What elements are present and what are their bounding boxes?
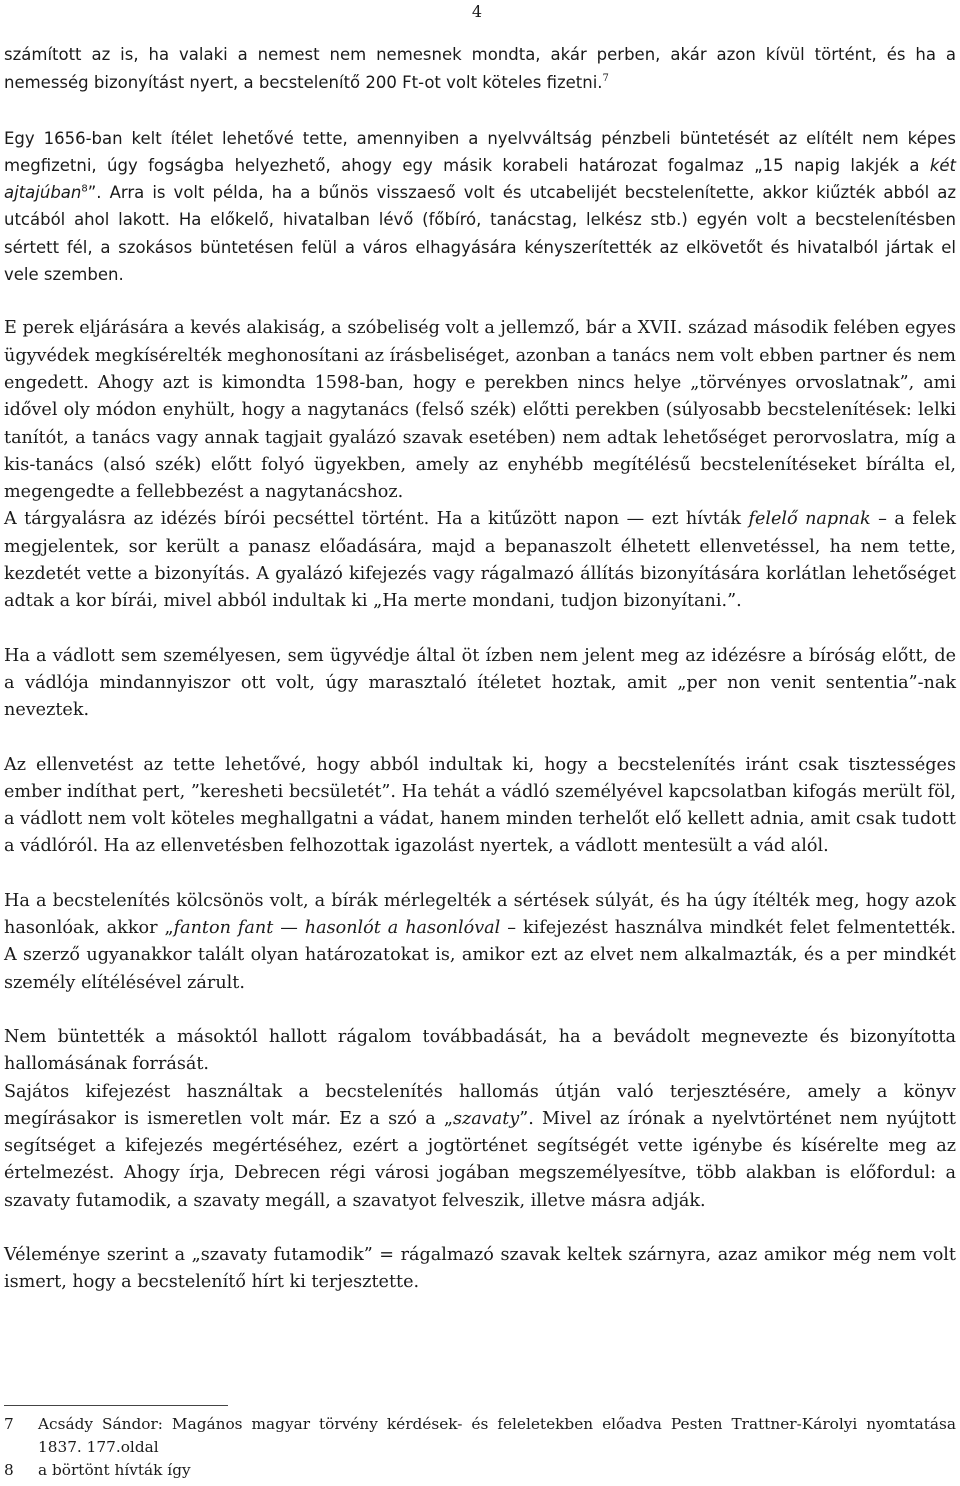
footnote-number: 7 (4, 1415, 14, 1433)
footnote-ref-8: 8 (81, 183, 88, 195)
footnote-7 (4, 1413, 956, 1459)
footnote-separator (4, 1405, 228, 1406)
page-number: 4 (471, 2, 482, 21)
paragraph-1: számított az is, ha valaki a nemest nem nemesnek mondta, akár perben, akár azon kívül történt, és ha a nemesség bizonyítást nyert, a becstelenítő 200 Ft-ot volt köteles fizetni.$^7$ (4, 45, 956, 93)
footnote-8 (4, 1459, 956, 1482)
footnote-number: 8 (4, 1461, 14, 1479)
paragraph-8: Nem büntették a másoktól hallott rágalom továbbadását, ha a bevádolt megnevezte és bizonyította hallomásának forrását. (4, 1026, 956, 1075)
paragraph-6: Az ellenvetést az tette lehetővé, hogy abból indultak ki, hogy a becstelenítés iránt csak tisztességes ember indíthat pert, ”keresheti becsületét”. Ha tehát a vádló személyével kapcsolatban kifogás merült föl, a vádlott nem volt köteles meghallgatni a vádat, hanem minden terhelőt elő kellett adnia, amit csak tudott a vádlóról. Ha az ellenvetésben felhozottak igazolást nyertek, a vádlott mentesült a vád alól. (4, 754, 956, 857)
paragraph-3: E perek eljárására a kevés alakiság, a szóbeliség volt a jellemző, bár a XVII. század második felében egyes ügyvédek megkísérelték meghonosítani az írásbeliséget, azonban a tanács nem volt ebben partner és nem engedett. Ahogy azt is kimondta 1598-ban, hogy e perekben nincs helye „törvényes orvoslatnak”, ami idővel oly módon enyhült, hogy a nagytanács (felső szék) előtti perekben (súlyosabb becstelenítések: lelki tanítót, a tanács vagy annak tagjait gyalázó szavak esetében) nem adtak lehetőséget perorvoslatra, míg a kis-tanács (alsó szék) előtt folyó ügyekben, amely az enyhébb megítélésű becstelenítéseket bírálta el, megengedte a fellebbezést a nagytanácshoz. (4, 318, 956, 503)
paragraph-9: Sajátos kifejezést használtak a becstelenítés hallomás útján való terjesztésére, amely a könyv megírásakor is ismeretlen volt már. Ez a szó a „szavaty”. Mivel az írónak a nyelvtörténet nem nyújtott segítséget a kifejezés megértéséhez, ezért a jogtörténet segítségét vette igénybe és kísérelte meg az értelmezést. Ahogy írja, Debrecen régi városi jogában megszemélyesítve, több alakban is előfordul: a szavaty futamodik, a szavaty megáll, a szavatyot felveszik, illetve másra adják. (4, 1081, 956, 1211)
footnote-ref-7: 7 (602, 73, 609, 85)
paragraph-4: A tárgyalásra az idézés bírói pecséttel történt. Ha a kitűzött napon — ezt hívták felelő napnak – a felek megjelentek, sor került a panasz előadására, majd a bepanaszolt élhetett ellenvetéssel, ha nem tette, kezdetét vette a bizonyítás. A gyalázó kifejezés vagy rágalmazó állítás bizonyítására korlátlan lehetőséget adtak a kor bírái, mivel abból indultak ki „Ha merte mondani, tudjon bizonyítani.”. (4, 509, 956, 612)
paragraph-5: Ha a vádlott sem személyesen, sem ügyvédje által öt ízben nem jelent meg az idézésre a bíróság előtt, de a vádlója mindannyiszor ott volt, úgy marasztaló ítéletet hoztak, amit „per non venit sententia”-nak neveztek. (4, 645, 956, 721)
footnotes (4, 1413, 956, 1482)
footnote-text: a börtönt hívták így (38, 1461, 191, 1479)
footnote-text: Acsády Sándor: Magános magyar törvény kérdések- és feleletekben előadva Pesten Trattner-Károlyi nyomtatása 1837. 177.oldal (38, 1415, 956, 1456)
paragraph-7: Ha a becstelenítés kölcsönös volt, a bírák mérlegelték a sértések súlyát, és ha úgy ítélték meg, hogy azok hasonlóak, akkor „fanton fant — hasonlót a hasonlóval – kifejezést használva mindkét felet felmentették. A szerző ugyanakkor talált olyan határozatokat is, amikor ezt az elvet nem alkalmazták, és a per mindkét személy elítélésével zárult. (4, 890, 956, 993)
document-body (4, 41, 956, 1297)
paragraph-10: Véleménye szerint a „szavaty futamodik” = rágalmazó szavak keltek szárnyra, azaz amikor még nem volt ismert, hogy a becstelenítő hírt ki terjesztette. (4, 1244, 956, 1293)
paragraph-2: Egy 1656-ban kelt ítélet lehetővé tette, amennyiben a nyelvváltság pénzbeli büntetését az elítélt nem képes megfizetni, úgy fogságba helyezhető, ahogy egy másik korabeli határozat fogalmaz „15 napig lakjék a két ajtajúban$^8$”. Arra is volt példa, ha a bűnös visszaeső volt és utcabelijét becstelenítette, akkor kiűzték abból az utcából ahol lakott. Ha előkelő, hivatalban lévő (főbíró, tanácstag, lelkész stb.) egyén volt a becstelenítésben sértett fél, a szokásos büntetésen felül a város elhagyására kényszerítették az elkövetőt és hivatalból jártak el vele szemben. (4, 128, 956, 285)
